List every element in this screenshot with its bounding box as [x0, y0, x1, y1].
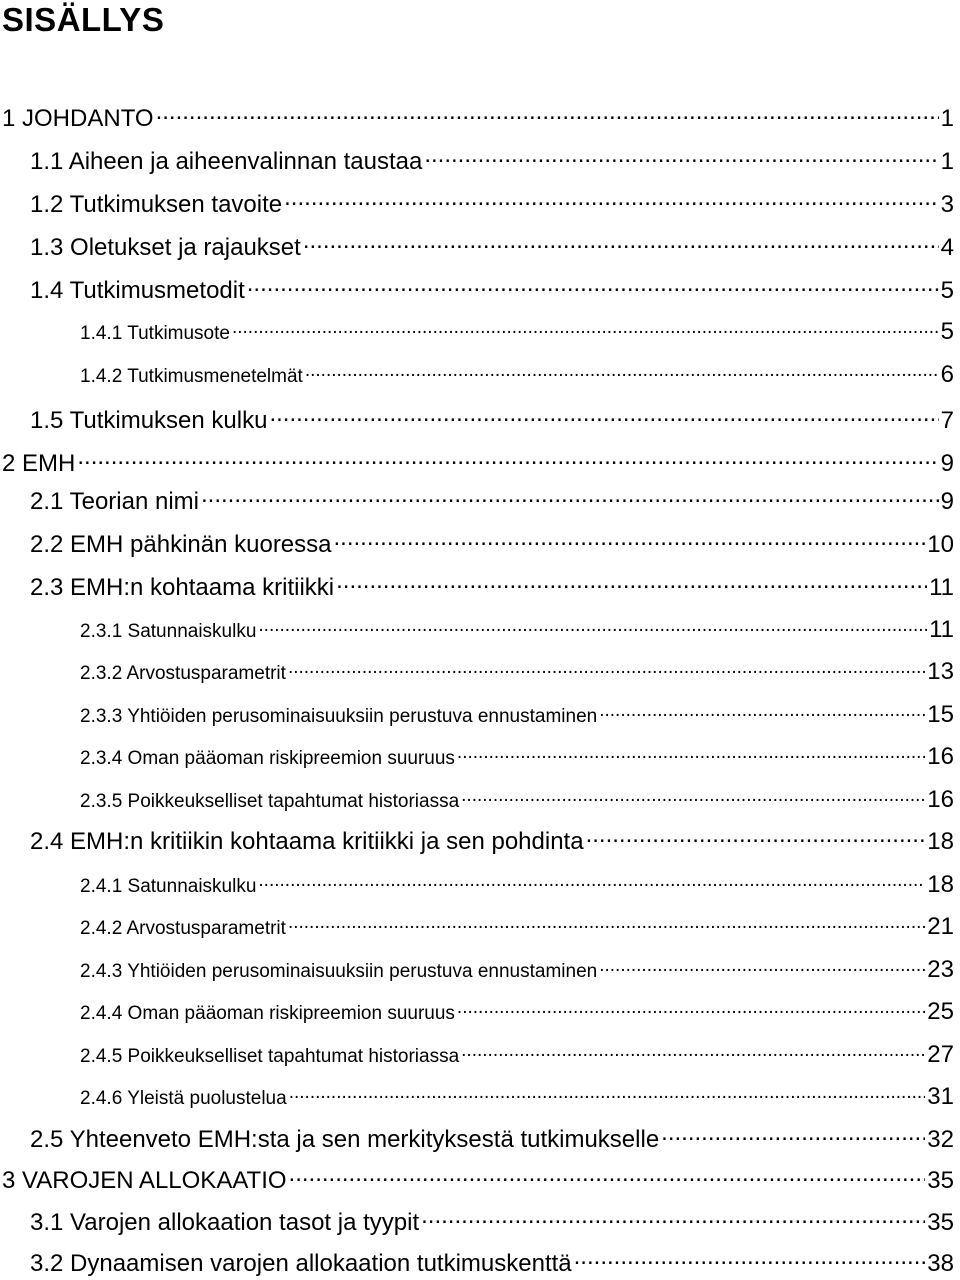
toc-entry-title: 2.1 Teorian nimi	[30, 488, 199, 515]
dot-leader	[284, 188, 939, 212]
toc-entry[interactable]	[80, 913, 954, 941]
dot-leader	[258, 618, 927, 637]
toc-entry[interactable]	[2, 447, 954, 478]
toc-entry[interactable]	[30, 1206, 954, 1237]
toc-entry-title: 2.3 EMH:n kohtaama kritiikki	[30, 574, 335, 601]
dot-leader	[77, 447, 938, 471]
toc-page-number: 35	[927, 1209, 954, 1236]
toc-page-number: 10	[927, 531, 954, 558]
toc-page-number: 5	[940, 277, 954, 304]
toc-entry-title: 2.4.2 Arvostusparametrit	[80, 918, 286, 939]
dot-leader	[156, 102, 939, 126]
toc-entry-title: 2.3.3 Yhtiöiden perusominaisuuksiin perustuva ennustaminen	[80, 706, 598, 727]
toc-entry-title: 2.2 EMH pähkinän kuoressa	[30, 531, 332, 558]
dot-leader	[305, 363, 939, 382]
toc-entry-title: 3 VAROJEN ALLOKAATIO	[2, 1167, 287, 1194]
toc-page-number: 5	[940, 318, 954, 345]
toc-entry-title: 2.3.1 Satunnaiskulku	[80, 621, 257, 642]
toc-entry-title: 2.5 Yhteenveto EMH:sta ja sen merkityksestä tutkimukselle	[30, 1126, 660, 1153]
toc-entry[interactable]	[80, 658, 954, 686]
dot-leader	[232, 320, 939, 339]
dot-leader	[336, 571, 927, 595]
toc-page-number: 1	[940, 148, 954, 175]
toc-entry-title: 3.2 Dynaamisen varojen allokaation tutkimuskenttä	[30, 1250, 572, 1277]
toc-entry-title: 2.4.5 Poikkeukselliset tapahtumat historiassa	[80, 1046, 460, 1067]
toc-entry-title: 1.4 Tutkimusmetodit	[30, 277, 245, 304]
toc-entry[interactable]	[80, 361, 954, 389]
toc-page-number: 7	[940, 407, 954, 434]
toc-page-number: 9	[940, 450, 954, 477]
toc-entry[interactable]	[30, 231, 954, 262]
dot-leader	[201, 485, 939, 509]
dot-leader	[424, 145, 938, 169]
toc-page-number: 3	[940, 191, 954, 218]
toc-entry[interactable]	[80, 956, 954, 984]
toc-page-number: 16	[927, 743, 954, 770]
toc-entry[interactable]	[80, 616, 954, 644]
dot-leader	[303, 231, 939, 255]
dot-leader	[457, 745, 925, 764]
toc-entry-title: 1.5 Tutkimuksen kulku	[30, 407, 268, 434]
toc-page-number: 18	[927, 828, 954, 855]
toc-entry-title: 1 JOHDANTO	[2, 105, 154, 132]
toc-entry[interactable]	[80, 318, 954, 346]
toc-entry-title: 1.1 Aiheen ja aiheenvalinnan taustaa	[30, 148, 423, 175]
dot-leader	[421, 1206, 925, 1230]
dot-leader	[586, 825, 926, 849]
toc-page-number: 16	[927, 786, 954, 813]
toc-page-number: 13	[927, 658, 954, 685]
toc-entry-title: 2 EMH	[2, 450, 76, 477]
toc-page-number: 31	[927, 1083, 954, 1110]
dot-leader	[289, 1085, 926, 1104]
toc-entry[interactable]	[30, 404, 954, 435]
dot-leader	[334, 528, 926, 552]
toc-page-number: 32	[927, 1126, 954, 1153]
toc-entry[interactable]	[80, 871, 954, 899]
toc-entry[interactable]	[2, 102, 954, 133]
toc-entry-title: 2.4 EMH:n kritiikin kohtaama kritiikki ja sen pohdinta	[30, 828, 584, 855]
dot-leader	[269, 404, 938, 428]
dot-leader	[457, 1000, 925, 1019]
toc-entry-title: 1.3 Oletukset ja rajaukset	[30, 234, 301, 261]
dot-leader	[258, 873, 925, 892]
toc-page-number: 21	[927, 913, 954, 940]
toc-entry[interactable]	[30, 1123, 954, 1154]
toc-entry[interactable]	[80, 998, 954, 1026]
toc-entry-title: 3.1 Varojen allokaation tasot ja tyypit	[30, 1209, 420, 1236]
toc-page-number: 11	[929, 616, 954, 643]
toc-entry[interactable]	[30, 825, 954, 856]
toc-page-number: 38	[927, 1250, 954, 1277]
toc-page-number: 35	[927, 1167, 954, 1194]
toc-entry[interactable]	[80, 701, 954, 729]
toc-entry[interactable]	[80, 743, 954, 771]
toc-entry-title: 1.2 Tutkimuksen tavoite	[30, 191, 283, 218]
toc-entry-title: 1.4.1 Tutkimusote	[80, 323, 230, 344]
toc-entry[interactable]	[30, 528, 954, 559]
toc-entry[interactable]	[30, 485, 954, 516]
dot-leader	[288, 660, 925, 679]
dot-leader	[599, 958, 925, 977]
toc-entry-title: 1.4.2 Tutkimusmenetelmät	[80, 366, 303, 387]
toc-entry-title: 2.4.6 Yleistä puolustelua	[80, 1088, 287, 1109]
toc-entry-title: 2.4.1 Satunnaiskulku	[80, 876, 257, 897]
toc-entry[interactable]	[30, 145, 954, 176]
toc-page-number: 18	[927, 871, 954, 898]
toc-entry[interactable]	[80, 1041, 954, 1069]
toc-entry[interactable]	[30, 188, 954, 219]
toc-page-number: 4	[940, 234, 954, 261]
toc-entry-title: 2.3.2 Arvostusparametrit	[80, 663, 286, 684]
toc-entry[interactable]	[80, 786, 954, 814]
toc-page-number: 25	[927, 998, 954, 1025]
toc-entry[interactable]	[30, 571, 954, 602]
toc-page-number: 9	[940, 488, 954, 515]
toc-entry[interactable]	[30, 274, 954, 305]
toc-entry-title: 2.4.4 Oman pääoman riskipreemion suuruus	[80, 1003, 455, 1024]
dot-leader	[574, 1247, 926, 1271]
dot-leader	[461, 1043, 925, 1062]
dot-leader	[247, 274, 939, 298]
toc-entry-title: 2.4.3 Yhtiöiden perusominaisuuksiin perustuva ennustaminen	[80, 961, 598, 982]
toc-entry-title: 2.3.5 Poikkeukselliset tapahtumat historiassa	[80, 791, 460, 812]
dot-leader	[461, 788, 925, 807]
toc-page-number: 23	[927, 956, 954, 983]
dot-leader	[599, 703, 925, 722]
toc-page-number: 15	[927, 701, 954, 728]
page-title: SISÄLLYS	[2, 1, 165, 38]
dot-leader	[288, 915, 925, 934]
toc-entry-title: 2.3.4 Oman pääoman riskipreemion suuruus	[80, 748, 455, 769]
toc-page-number: 11	[929, 574, 954, 601]
dot-leader	[289, 1164, 926, 1188]
toc-entry[interactable]	[80, 1083, 954, 1111]
toc-page-number: 1	[940, 105, 954, 132]
toc-page-number: 27	[927, 1041, 954, 1068]
toc-entry[interactable]	[2, 1164, 954, 1195]
toc-page-number: 6	[940, 361, 954, 388]
dot-leader	[661, 1123, 925, 1147]
toc-entry[interactable]	[30, 1247, 954, 1278]
